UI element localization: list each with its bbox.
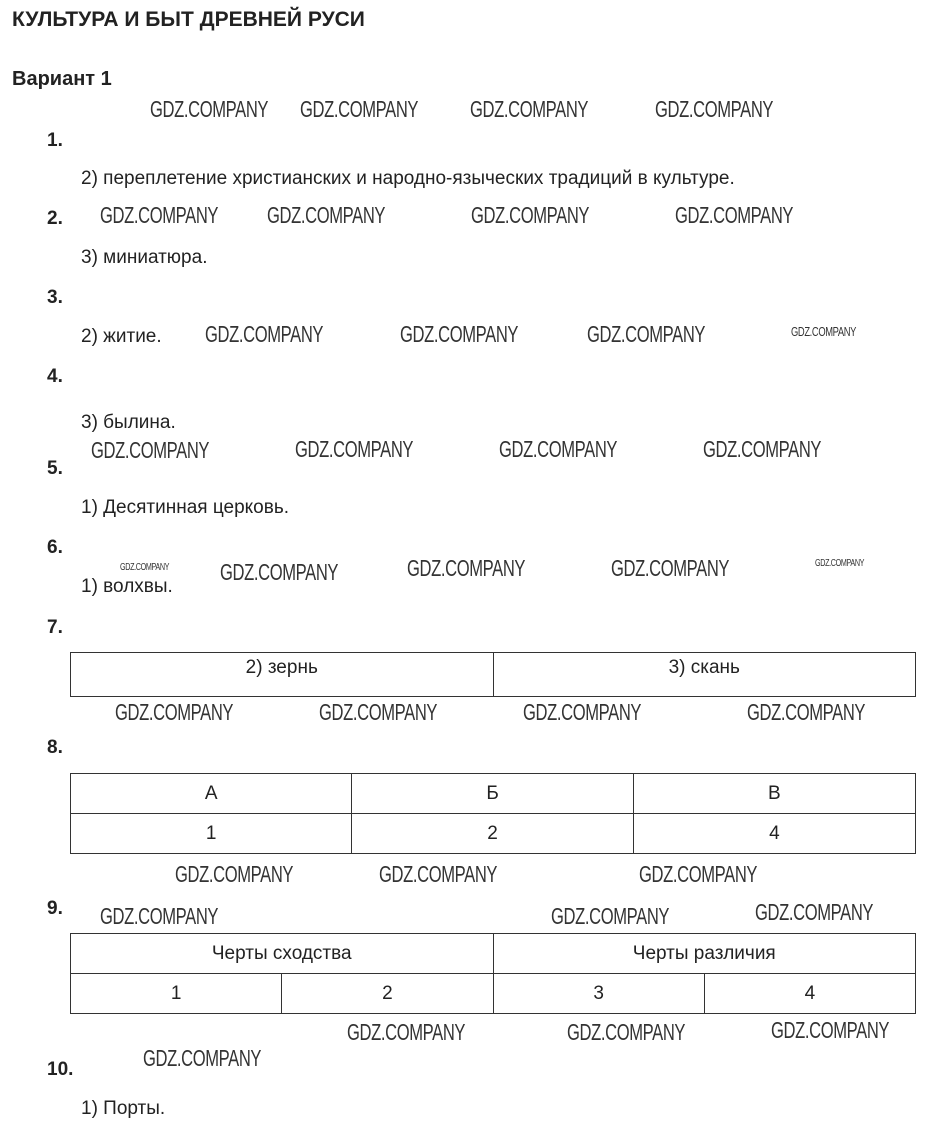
variant-heading: Вариант 1 [12, 68, 112, 90]
question-number: 2. [47, 208, 63, 229]
watermark: GDZ.COMPANY [675, 202, 794, 228]
watermark: GDZ.COMPANY [611, 555, 730, 581]
watermark: GDZ.COMPANY [115, 699, 234, 725]
watermark: GDZ.COMPANY [815, 558, 865, 569]
table-cell: 4 [633, 814, 915, 854]
table-cell: 2) зернь [71, 653, 494, 697]
watermark: GDZ.COMPANY [220, 559, 339, 585]
watermark: GDZ.COMPANY [639, 861, 758, 887]
watermark: GDZ.COMPANY [407, 555, 526, 581]
watermark: GDZ.COMPANY [295, 436, 414, 462]
watermark: GDZ.COMPANY [755, 899, 874, 925]
answer-table-8 [70, 773, 916, 854]
watermark: GDZ.COMPANY [471, 202, 590, 228]
watermark: GDZ.COMPANY [319, 699, 438, 725]
watermark: GDZ.COMPANY [379, 861, 498, 887]
question-number: 7. [47, 617, 63, 638]
question-number: 4. [47, 366, 63, 387]
watermark: GDZ.COMPANY [499, 436, 618, 462]
table-cell: 3) скань [493, 653, 916, 697]
watermark: GDZ.COMPANY [771, 1017, 890, 1043]
answer: 3) былина. [81, 412, 176, 433]
watermark: GDZ.COMPANY [791, 324, 857, 339]
watermark: GDZ.COMPANY [551, 903, 670, 929]
table-header: В [633, 774, 915, 814]
answer-table-9 [70, 933, 916, 1014]
question-number: 1. [47, 130, 63, 151]
table-header: А [71, 774, 352, 814]
question-number: 9. [47, 898, 63, 919]
question-number: 10. [47, 1059, 74, 1080]
answer: 2) житие. [81, 326, 162, 347]
watermark: GDZ.COMPANY [400, 321, 519, 347]
answer: 1) волхвы. [81, 576, 173, 597]
watermark: GDZ.COMPANY [300, 96, 419, 122]
watermark: GDZ.COMPANY [267, 202, 386, 228]
answer: 1) Порты. [81, 1098, 166, 1119]
table-header: Черты сходства [71, 934, 494, 974]
watermark: GDZ.COMPANY [655, 96, 774, 122]
watermark: GDZ.COMPANY [100, 202, 219, 228]
table-cell: 2 [352, 814, 633, 854]
question-number: 8. [47, 737, 63, 758]
watermark: GDZ.COMPANY [347, 1019, 466, 1045]
question-number: 6. [47, 537, 63, 558]
watermark: GDZ.COMPANY [747, 699, 866, 725]
table-cell: 4 [704, 974, 915, 1014]
table-header: Черты различия [493, 934, 916, 974]
watermark: GDZ.COMPANY [100, 903, 219, 929]
watermark: GDZ.COMPANY [91, 437, 210, 463]
watermark: GDZ.COMPANY [150, 96, 269, 122]
question-number: 3. [47, 287, 63, 308]
page-title: КУЛЬТУРА И БЫТ ДРЕВНЕЙ РУСИ [12, 8, 365, 31]
watermark: GDZ.COMPANY [567, 1019, 686, 1045]
watermark: GDZ.COMPANY [120, 562, 170, 573]
table-cell: 3 [493, 974, 704, 1014]
answer: 3) миниатюра. [81, 247, 208, 268]
watermark: GDZ.COMPANY [587, 321, 706, 347]
watermark: GDZ.COMPANY [205, 321, 324, 347]
watermark: GDZ.COMPANY [703, 436, 822, 462]
table-cell: 2 [282, 974, 493, 1014]
watermark: GDZ.COMPANY [175, 861, 294, 887]
answer-table-7 [70, 652, 916, 697]
question-number: 5. [47, 458, 63, 479]
watermark: GDZ.COMPANY [470, 96, 589, 122]
answer: 1) Десятинная церковь. [81, 497, 289, 518]
table-header: Б [352, 774, 633, 814]
table-cell: 1 [71, 974, 282, 1014]
table-cell: 1 [71, 814, 352, 854]
watermark: GDZ.COMPANY [143, 1045, 262, 1071]
watermark: GDZ.COMPANY [523, 699, 642, 725]
answer: 2) переплетение христианских и народно-языческих традиций в культуре. [81, 168, 735, 189]
